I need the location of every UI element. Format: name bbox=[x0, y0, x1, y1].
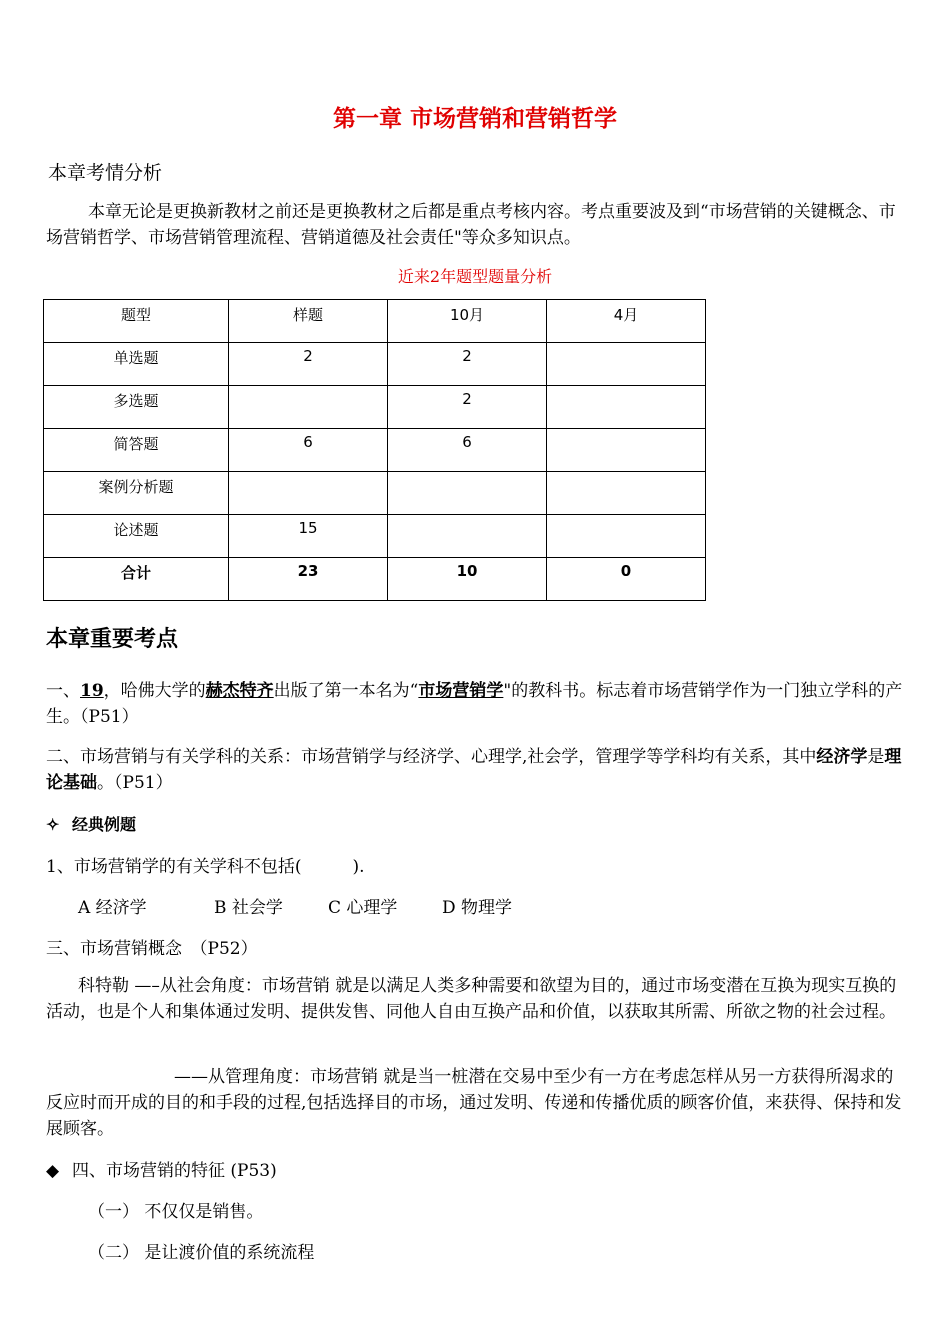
example-heading: ✧ 经典例题 bbox=[46, 815, 137, 834]
option-a: A 经济学 bbox=[78, 898, 147, 918]
table-cell bbox=[547, 429, 706, 472]
table-row bbox=[44, 472, 706, 515]
table-cell: 2 bbox=[229, 343, 388, 386]
year-highlight: 19 bbox=[80, 681, 104, 701]
key-points-heading: 本章重要考点 bbox=[46, 626, 179, 652]
table-cell bbox=[229, 472, 388, 515]
table-caption: 近来2年题型题量分析 bbox=[397, 267, 553, 286]
table-cell bbox=[388, 472, 547, 515]
table-cell: 合计 bbox=[44, 558, 229, 601]
table-cell: 简答题 bbox=[44, 429, 229, 472]
theory-basis-highlight: 理论基础 bbox=[46, 747, 902, 793]
author-highlight: 赫杰特齐 bbox=[205, 681, 274, 701]
table-header-cell: 样题 bbox=[229, 300, 388, 343]
table-cell: 10 bbox=[388, 558, 547, 601]
point-3-management-text: ——从管理角度：市场营销 就是当一桩潜在交易中至少有一方在考虑怎样从另一方获得所渴求的反应时而开成的目的和手段的过程,包括选择目的市场，通过发明、传递和传播优质的顾客价值，来获得、保持和发展顾客。 bbox=[46, 1067, 902, 1139]
question-type-table bbox=[43, 299, 706, 601]
question-text: 1、市场营销学的有关学科不包括( ). bbox=[46, 857, 365, 877]
page-title: 第一章 市场营销和营销哲学 bbox=[332, 106, 617, 132]
point-1-paragraph: 一、19，哈佛大学的赫杰特齐出版了第一本名为“市场营销学"的教科书。标志着市场营销学作为一门独立学科的产生。（P51） bbox=[46, 681, 903, 727]
analysis-text: 本章无论是更换新教材之前还是更换教材之后都是重点考核内容。考点重要波及到“市场营销的关键概念、市场营销哲学、市场营销管理流程、营销道德及社会责任"等众多知识点。 bbox=[46, 202, 896, 248]
table-cell: 单选题 bbox=[44, 343, 229, 386]
table-cell: 6 bbox=[388, 429, 547, 472]
table-cell bbox=[547, 386, 706, 429]
economics-highlight: 经济学 bbox=[816, 747, 868, 767]
table-row bbox=[44, 515, 706, 558]
point-3-heading: 三、市场营销概念 （P52） bbox=[46, 939, 258, 959]
point-4-heading: ◆ 四、市场营销的特征 (P53) bbox=[46, 1161, 277, 1181]
sparkle-icon: ✧ bbox=[46, 815, 60, 834]
table-cell: 2 bbox=[388, 343, 547, 386]
point-4-item: （一） 不仅仅是销售。 bbox=[88, 1202, 264, 1222]
table-cell bbox=[547, 515, 706, 558]
table-total-row bbox=[44, 558, 706, 601]
table-row bbox=[44, 429, 706, 472]
table-header-cell: 10月 bbox=[388, 300, 547, 343]
option-c: C 心理学 bbox=[328, 898, 398, 918]
table-header-cell: 4月 bbox=[547, 300, 706, 343]
analysis-heading: 本章考情分析 bbox=[48, 162, 163, 184]
table-cell bbox=[547, 472, 706, 515]
table-header-cell: 题型 bbox=[44, 300, 229, 343]
table-row bbox=[44, 386, 706, 429]
point-3-social-text: 科特勒 —–从社会角度：市场营销 就是以满足人类多种需要和欲望为目的，通过市场变潜在互换为现实互换的活动，也是个人和集体通过发明、提供发售、同他人自由互换产品和价值，以获取其所需、所欲之物的社会过程。 bbox=[46, 976, 897, 1022]
point-4-item: （二） 是让渡价值的系统流程 bbox=[88, 1243, 315, 1263]
table-cell: 15 bbox=[229, 515, 388, 558]
table-cell: 论述题 bbox=[44, 515, 229, 558]
table-header-row bbox=[44, 300, 706, 343]
table-cell: 2 bbox=[388, 386, 547, 429]
book-highlight: 市场营销学 bbox=[418, 681, 504, 701]
table-cell: 多选题 bbox=[44, 386, 229, 429]
table-cell bbox=[388, 515, 547, 558]
table-row bbox=[44, 343, 706, 386]
table-cell: 23 bbox=[229, 558, 388, 601]
table-cell: 6 bbox=[229, 429, 388, 472]
table-cell bbox=[229, 386, 388, 429]
table-cell bbox=[547, 343, 706, 386]
diamond-icon: ◆ bbox=[46, 1161, 60, 1181]
option-b: B 社会学 bbox=[214, 898, 283, 918]
table-cell: 案例分析题 bbox=[44, 472, 229, 515]
option-d: D 物理学 bbox=[442, 898, 513, 918]
point-2-paragraph: 二、市场营销与有关学科的关系：市场营销学与经济学、心理学,社会学，管理学等学科均有关系，其中经济学是理论基础。（P51） bbox=[46, 747, 902, 793]
table-cell: 0 bbox=[547, 558, 706, 601]
